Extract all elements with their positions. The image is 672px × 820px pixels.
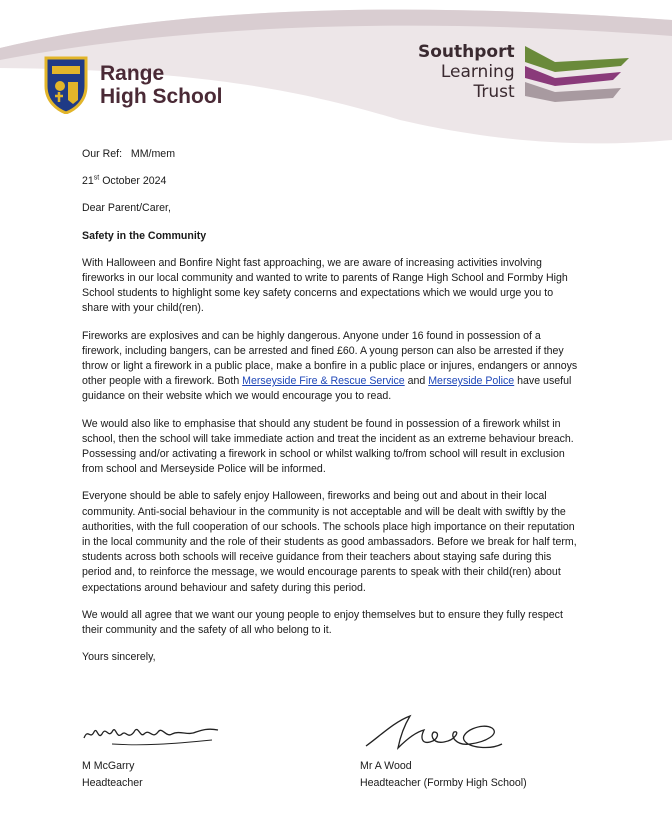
link-merseyside-fire-rescue[interactable]: Merseyside Fire & Rescue Service (242, 375, 405, 388)
paragraph-3: We would also like to emphasise that should any student be found in possession of a firework whilst in school, then the school will take immediate action and treat the incident as an extreme behaviour breach. Possessing and/or activating a firework in school or whilst walking to/from school will result in exclusion from school and Merseyside Police will be informed. (82, 417, 574, 476)
signature-mcgarry (82, 710, 222, 754)
trust-chevron-icon (521, 42, 633, 108)
letter-subject: Safety in the Community (82, 229, 207, 242)
salutation: Dear Parent/Carer, (82, 202, 171, 215)
paragraph-1: With Halloween and Bonfire Night fast approaching, we are aware of increasing activities involving fireworks in our local community and wanted to write to parents of Range High School and Formby High School students to highlight some key safety concerns and expectations which we would urge you to share with your child(ren). (82, 256, 568, 315)
ref-label: Our Ref: (82, 148, 123, 160)
date-day: 21 (82, 175, 94, 188)
signatory-right-name: Mr A Wood (360, 760, 412, 772)
reference-line (82, 147, 582, 162)
letter-body (82, 147, 582, 677)
paragraph-2-text-c: have useful guidance on their website which we would encourage you to read. (82, 375, 572, 403)
signatory-right-title: Headteacher (Formby High School) (360, 777, 527, 789)
date-suffix: st (93, 174, 100, 182)
paragraph-2-text-b: and (404, 375, 429, 388)
signature-wood (360, 710, 510, 754)
signatory-left-title: Headteacher (82, 777, 143, 789)
signature-block-right (360, 710, 527, 792)
link-merseyside-police[interactable]: Merseyside Police (428, 375, 515, 388)
ref-value: MM/mem (130, 148, 176, 160)
closing: Yours sincerely, (82, 651, 156, 664)
trust-name-line3: Trust (473, 82, 515, 102)
southport-learning-trust-logo (418, 42, 633, 108)
trust-name (418, 42, 515, 102)
signatory-left-name: M McGarry (82, 760, 135, 772)
range-high-school-logo (44, 56, 223, 114)
paragraph-5: We would all agree that we want our young people to enjoy themselves but to ensure they fully respect their community and the safety of all who belong to it. (82, 608, 563, 637)
paragraph-4: Everyone should be able to safely enjoy Halloween, fireworks and being out and about in their local community. Anti-social behaviour in the community is not acceptable and will be dealt with swiftly by the authorities, with the full cooperation of our schools. The schools place high importance on their reputation in the local community and the role of their students as good ambassadors. Before we break for half term, students across both schools will receive guidance from their teachers about staying safe during this period and, to reinforce the message, we would encourage parents to speak with their child(ren) about expectations around behaviour and safety during this period. (82, 490, 577, 594)
letter-date (82, 174, 582, 189)
signature-block-left (82, 710, 222, 792)
paragraph-2 (82, 329, 582, 405)
date-rest: October 2024 (99, 175, 167, 188)
school-name (100, 62, 223, 108)
school-crest-icon (44, 56, 88, 114)
paragraph-2-text-a: Fireworks are explosives and can be highly dangerous. Anyone under 16 found in possession of a firework, including bangers, can be arrested and fined £60. A young person can also be arrested if they throw or light a firework in a public place, make a bonfire in a public place or injures, endangers or annoys other people with a firework. Both (82, 329, 578, 388)
school-name-line2: High School (100, 85, 223, 108)
trust-name-line2: Learning (440, 62, 515, 82)
trust-name-line1: Southport (418, 42, 515, 62)
school-name-line1: Range (100, 62, 165, 85)
